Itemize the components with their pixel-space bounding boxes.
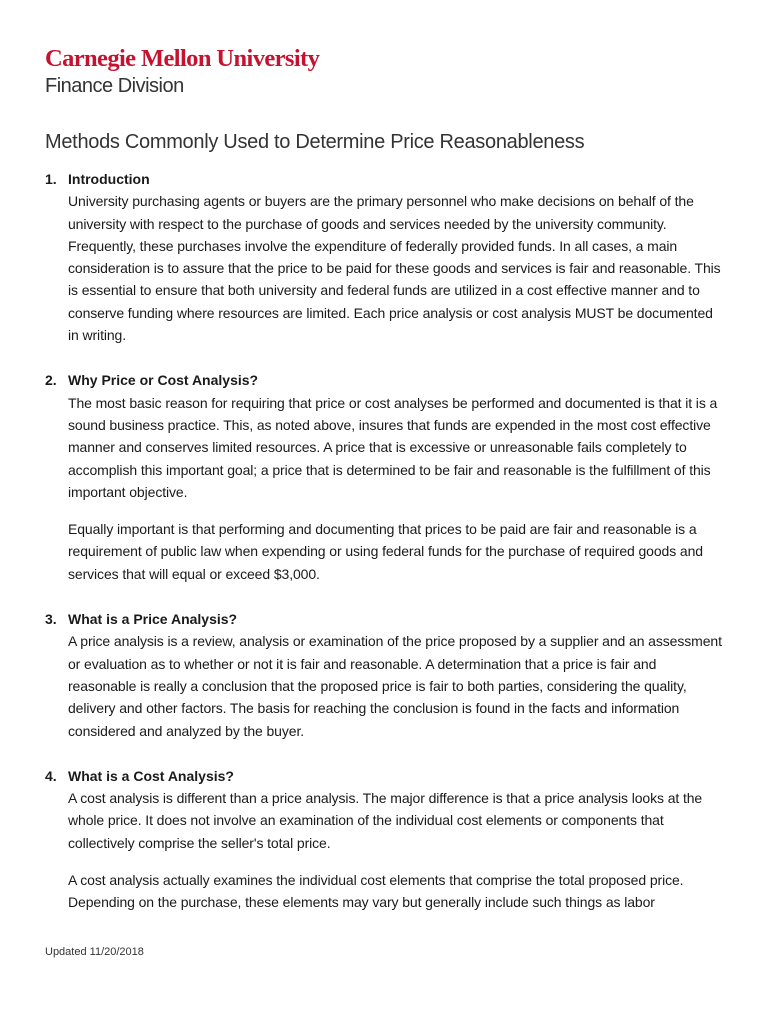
university-name: Carnegie Mellon University bbox=[45, 45, 320, 72]
section-number: 3. bbox=[45, 611, 57, 628]
section-paragraph: The most basic reason for requiring that price or cost analyses be performed and documented is that it is a sound business practice. This, as noted above, insures that funds are expended in the most cost effective manner and conserves limited resources. A price that is excessive or unreasonable fails completely to accomplish this important goal; a price that is determined to be fair and reasonable is the fulfillment of this important objective. bbox=[68, 394, 718, 500]
section-heading: What is a Price Analysis? bbox=[68, 611, 238, 628]
division-name: Finance Division bbox=[45, 75, 184, 97]
section-price-analysis bbox=[45, 608, 725, 742]
section-paragraph: A cost analysis actually examines the individual cost elements that comprise the total proposed price. Depending on the purchase, these elements may vary but generally include such things as labor bbox=[68, 872, 684, 911]
section-heading: Introduction bbox=[68, 171, 150, 187]
section-cost-analysis bbox=[45, 765, 725, 914]
section-number: 4. bbox=[45, 767, 57, 784]
section-paragraph: University purchasing agents or buyers are the primary personnel who make decisions on behalf of the university with respect to the purchase of goods and services needed by the university community. Frequently, these purchases involve the expenditure of federally provided funds. In all cases, a main consideration is to assure that the price to be paid for these goods and services is fair and reasonable. This is essential to ensure that both university and federal funds are utilized in a cost effective manner and to conserve funding where resources are limited. Each price analysis or cost analysis MUST be documented in writing. bbox=[68, 193, 721, 344]
section-introduction bbox=[45, 168, 725, 346]
updated-date: Updated 11/20/2018 bbox=[45, 946, 144, 958]
section-paragraph: A price analysis is a review, analysis or examination of the price proposed by a supplier and an assessment or evaluation as to whether or not it is fair and reasonable. A determination that a price is fair and reasonable is really a conclusion that the proposed price is fair to both parties, considering the quality, delivery and other factors. The basis for reaching the conclusion is found in the facts and information considered and analyzed by the buyer. bbox=[68, 633, 722, 739]
section-paragraph: A cost analysis is different than a price analysis. The major difference is that a price analysis looks at the whole price. It does not involve an examination of the individual cost elements or components that collectively comprise the seller's total price. bbox=[68, 790, 703, 851]
section-paragraph: Equally important is that performing and documenting that prices to be paid are fair and reasonable is a requirement of public law when expending or using federal funds for the purchase of required goods and services that will equal or exceed $3,000. bbox=[68, 521, 703, 582]
section-number: 2. bbox=[45, 372, 57, 389]
section-why-price-or-cost-analysis bbox=[45, 369, 725, 585]
section-heading: Why Price or Cost Analysis? bbox=[68, 372, 259, 389]
cmu-finance-logo bbox=[45, 44, 319, 98]
section-heading: What is a Cost Analysis? bbox=[68, 767, 234, 784]
section-number: 1. bbox=[45, 171, 57, 187]
document-title: Methods Commonly Used to Determine Price Reasonableness bbox=[45, 131, 585, 153]
sections-list bbox=[45, 168, 725, 937]
